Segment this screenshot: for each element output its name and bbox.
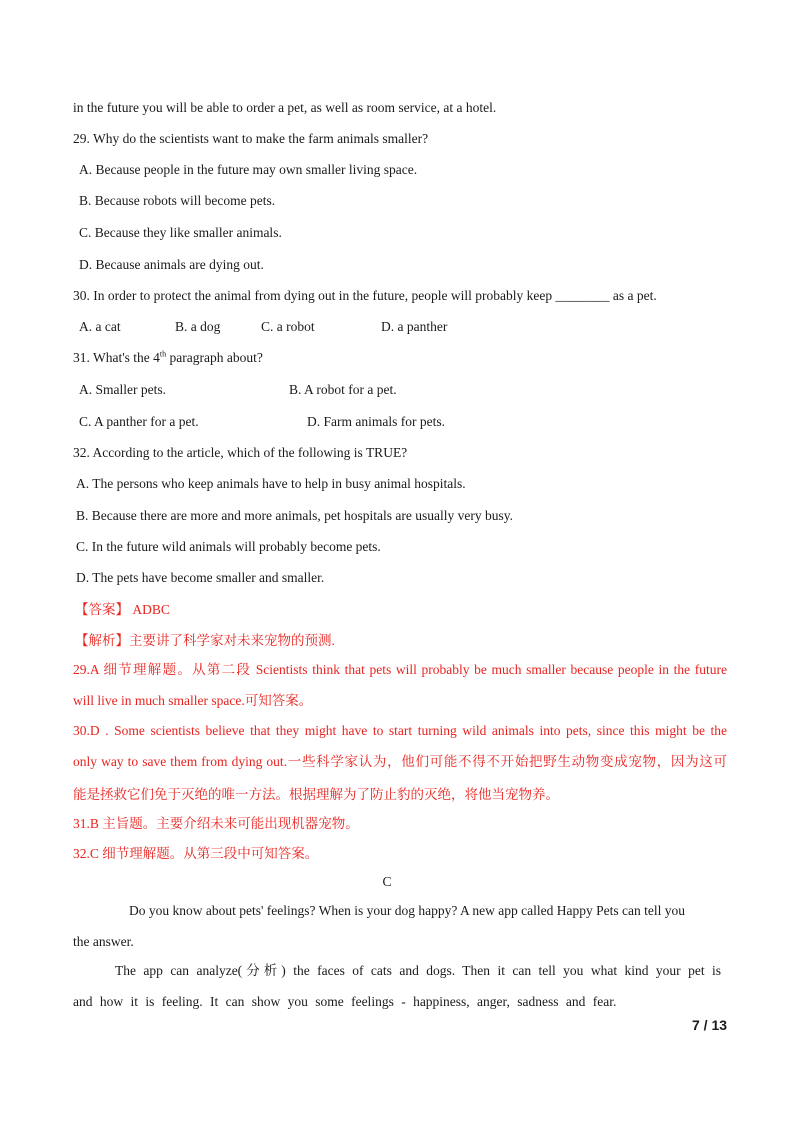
q30-option-a: A. a cat bbox=[79, 319, 121, 334]
section-c-p1-line2: the answer. bbox=[73, 934, 134, 949]
q31-option-d: D. Farm animals for pets. bbox=[307, 414, 445, 429]
q32-option-a: A. The persons who keep animals have to help in busy animal hospitals. bbox=[76, 476, 466, 491]
analysis-30-line2: only way to save them from dying out.一些科学家认为，他们可能不得不开始把野生动物变成宠物，因为这可 bbox=[73, 754, 727, 769]
q30-stem: 30. In order to protect the animal from dying out in the future, people will probably keep ________ as a pet. bbox=[73, 288, 657, 303]
q32-stem: 32. According to the article, which of the following is TRUE? bbox=[73, 445, 408, 460]
q31-stem-superscript: th bbox=[159, 349, 167, 359]
section-c-p1-line1: Do you know about pets' feelings? When is your dog happy? A new app called Happy Pets can tell you bbox=[129, 903, 685, 918]
q32-option-d: D. The pets have become smaller and smaller. bbox=[76, 570, 325, 585]
q29-stem: 29. Why do the scientists want to make the farm animals smaller? bbox=[73, 131, 429, 146]
q29-option-b: B. Because robots will become pets. bbox=[79, 193, 276, 208]
analysis-31: 31.B 主旨题。主要介绍未来可能出现机器宠物。 bbox=[73, 816, 359, 831]
q32-option-b: B. Because there are more and more animals, pet hospitals are usually very busy. bbox=[76, 508, 513, 523]
analysis-29-line2: will live in much smaller space.可知答案。 bbox=[73, 693, 313, 708]
q31-stem-tail: paragraph about? bbox=[166, 350, 263, 365]
q31-option-c: C. A panther for a pet. bbox=[79, 414, 199, 429]
answer-key: 【答案】 ADBC bbox=[75, 602, 170, 617]
q29-option-c: C. Because they like smaller animals. bbox=[79, 225, 282, 240]
analysis-32: 32.C 细节理解题。从第三段中可知答案。 bbox=[73, 846, 319, 861]
section-c-heading: C bbox=[382, 874, 392, 889]
q32-option-c: C. In the future wild animals will probably become pets. bbox=[76, 539, 381, 554]
q31-stem bbox=[73, 349, 263, 367]
analysis-summary: 【解析】主要讲了科学家对未来宠物的预测. bbox=[75, 633, 335, 648]
analysis-30-line1: 30.D . Some scientists believe that they might have to start turning wild animals into pets, since this might be the bbox=[73, 723, 727, 738]
q30-option-d: D. a panther bbox=[381, 319, 448, 334]
analysis-29-line1: 29.A 细节理解题。从第二段 Scientists think that pets will probably be much smaller because people in the future bbox=[73, 662, 727, 677]
q31-stem-text: 31. What's the 4 bbox=[73, 350, 160, 365]
section-c-p2-line2: and how it is feeling. It can show you some feelings - happiness, anger, sadness and fear. bbox=[73, 994, 617, 1009]
analysis-30-line3: 能是拯救它们免于灭绝的唯一方法。根据理解为了防止豹的灭绝，将他当宠物养。 bbox=[73, 787, 559, 802]
intro-line: in the future you will be able to order a pet, as well as room service, at a hotel. bbox=[73, 100, 497, 115]
q30-option-b: B. a dog bbox=[175, 319, 221, 334]
q29-option-a: A. Because people in the future may own smaller living space. bbox=[79, 162, 418, 177]
q29-option-d: D. Because animals are dying out. bbox=[79, 257, 264, 272]
section-c-p2-line1: The app can analyze(分析) the faces of cats and dogs. Then it can tell you what kind your pet is bbox=[115, 963, 721, 978]
q30-option-c: C. a robot bbox=[261, 319, 315, 334]
q31-option-a: A. Smaller pets. bbox=[79, 382, 166, 397]
page-number: 7 / 13 bbox=[692, 1017, 728, 1033]
q31-option-b: B. A robot for a pet. bbox=[289, 382, 397, 397]
